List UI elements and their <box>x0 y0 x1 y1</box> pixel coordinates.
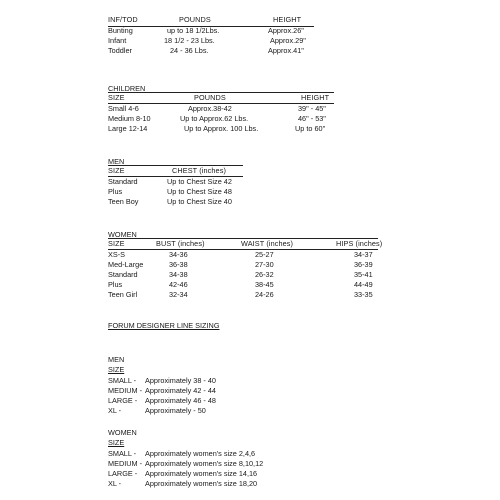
women-cell-bust: 34-38 <box>169 270 188 279</box>
inftod-cell-pounds: 24 - 36 Lbs. <box>170 46 209 55</box>
children-cell-size: Large 12-14 <box>108 124 148 133</box>
women-cell-waist: 24-26 <box>255 290 274 299</box>
women-cell-hips: 33-35 <box>354 290 373 299</box>
forum-women-desc: Approximately women's size 2,4,6 <box>145 449 256 458</box>
inftod-header-pounds: POUNDS <box>179 15 211 24</box>
women-cell-hips: 36-39 <box>354 260 373 269</box>
inftod-header-label: INF/TOD <box>108 15 138 24</box>
women-cell-bust: 36-38 <box>169 260 188 269</box>
women-header-rule <box>108 249 378 250</box>
forum-women-desc: Approximately women's size 14,16 <box>145 469 258 478</box>
children-header-size: SIZE <box>108 93 125 102</box>
women-cell-size: Med-Large <box>108 260 144 269</box>
children-title: CHILDREN <box>108 84 146 93</box>
women-header-bust: BUST (inches) <box>156 239 205 248</box>
men-cell-size: Plus <box>108 187 123 196</box>
forum-women-size: SMALL - <box>108 449 137 458</box>
children-header-pounds: POUNDS <box>194 93 226 102</box>
forum-men-desc: Approximately 38 - 40 <box>145 376 216 385</box>
forum-women-size: MEDIUM - <box>108 459 143 468</box>
women-cell-waist: 25-27 <box>255 250 274 259</box>
forum-men-size: SMALL - <box>108 376 137 385</box>
forum-men-desc: Approximately - 50 <box>145 406 206 415</box>
children-cell-pounds: Up to Approx.62 Lbs. <box>180 114 249 123</box>
forum-men-title: MEN <box>108 355 125 364</box>
women-cell-size: Standard <box>108 270 138 279</box>
inftod-cell-size: Toddler <box>108 46 132 55</box>
women-cell-hips: 35-41 <box>354 270 373 279</box>
children-header-rule-top <box>108 92 334 93</box>
men-header-size: SIZE <box>108 166 125 175</box>
women-header-hips: HIPS (inches) <box>336 239 383 248</box>
forum-women-size: XL - <box>108 479 122 488</box>
forum-men-size: MEDIUM - <box>108 386 143 395</box>
children-cell-pounds: Up to Approx. 100 Lbs. <box>184 124 259 133</box>
children-cell-height: 46" - 53" <box>298 114 326 123</box>
children-cell-size: Medium 8-10 <box>108 114 151 123</box>
women-cell-bust: 42-46 <box>169 280 188 289</box>
forum-men-size: LARGE - <box>108 396 138 405</box>
forum-men-desc: Approximately 46 - 48 <box>145 396 216 405</box>
men-header-rule-top <box>108 165 243 166</box>
women-cell-bust: 32-34 <box>169 290 188 299</box>
inftod-cell-size: Bunting <box>108 26 133 35</box>
forum-women-size-label: SIZE <box>108 438 125 447</box>
forum-title: FORUM DESIGNER LINE SIZING <box>108 321 220 330</box>
men-cell-size: Teen Boy <box>108 197 139 206</box>
forum-women-desc: Approximately women's size 18,20 <box>145 479 258 488</box>
inftod-cell-height: Approx.41" <box>268 46 304 55</box>
inftod-cell-height: Approx.26" <box>268 26 304 35</box>
children-cell-height: Up to 60" <box>295 124 326 133</box>
forum-men-desc: Approximately 42 - 44 <box>145 386 216 395</box>
inftod-cell-pounds: 18 1/2 - 23 Lbs. <box>164 36 215 45</box>
women-cell-hips: 34-37 <box>354 250 373 259</box>
women-cell-hips: 44-49 <box>354 280 373 289</box>
men-title: MEN <box>108 157 125 166</box>
women-cell-waist: 26-32 <box>255 270 274 279</box>
forum-women-desc: Approximately women's size 8,10,12 <box>145 459 264 468</box>
forum-men-size-label: SIZE <box>108 365 125 374</box>
women-cell-waist: 38-45 <box>255 280 274 289</box>
forum-men-size: XL - <box>108 406 122 415</box>
children-cell-pounds: Approx.38-42 <box>188 104 232 113</box>
inftod-header-height: HEIGHT <box>273 15 302 24</box>
men-cell-size: Standard <box>108 177 138 186</box>
children-header-height: HEIGHT <box>301 93 330 102</box>
women-title: WOMEN <box>108 230 137 239</box>
children-cell-size: Small 4-6 <box>108 104 139 113</box>
men-cell-chest: Up to Chest Size 48 <box>167 187 232 196</box>
women-cell-waist: 27-30 <box>255 260 274 269</box>
women-cell-bust: 34-36 <box>169 250 188 259</box>
women-cell-size: Plus <box>108 280 123 289</box>
women-cell-size: XS-S <box>108 250 126 259</box>
men-cell-chest: Up to Chest Size 42 <box>167 177 232 186</box>
inftod-cell-height: Approx.29" <box>270 36 306 45</box>
men-header-chest: CHEST (inches) <box>172 166 226 175</box>
forum-women-size: LARGE - <box>108 469 138 478</box>
inftod-cell-pounds: up to 18 1/2Lbs. <box>167 26 220 35</box>
women-header-waist: WAIST (inches) <box>241 239 294 248</box>
children-cell-height: 39" - 45" <box>298 104 326 113</box>
women-header-rule-top <box>108 238 378 239</box>
men-cell-chest: Up to Chest Size 40 <box>167 197 232 206</box>
inftod-cell-size: Infant <box>108 36 127 45</box>
forum-women-title: WOMEN <box>108 428 137 437</box>
women-cell-size: Teen Girl <box>108 290 138 299</box>
women-header-size: SIZE <box>108 239 125 248</box>
